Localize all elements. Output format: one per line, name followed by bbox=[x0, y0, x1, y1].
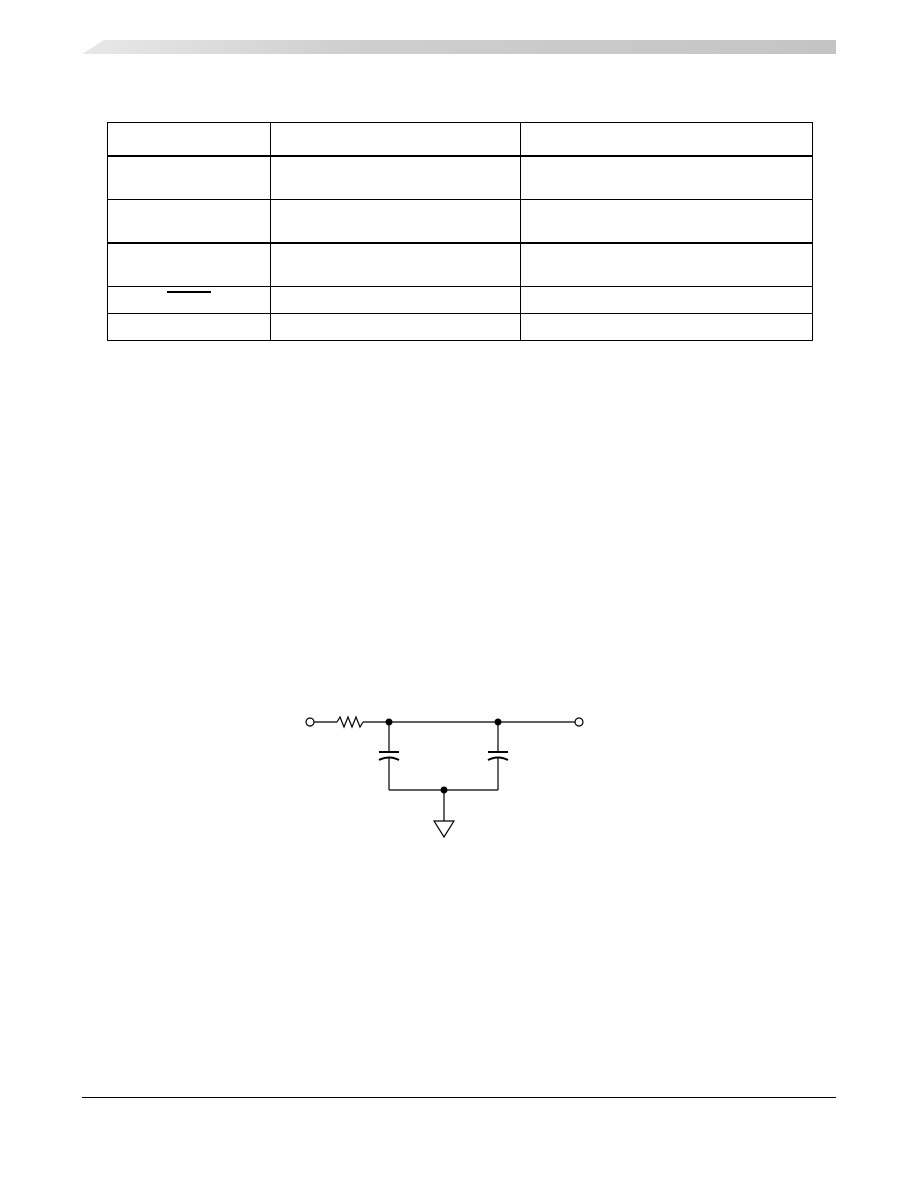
capacitor-icon bbox=[488, 722, 508, 790]
table-cell bbox=[521, 287, 813, 314]
table-row bbox=[108, 200, 813, 244]
table-cell bbox=[108, 156, 271, 200]
junction-dot bbox=[386, 719, 393, 726]
table-cell bbox=[271, 287, 521, 314]
table-cell bbox=[108, 200, 271, 244]
resistor-icon bbox=[337, 717, 363, 727]
input-terminal-icon bbox=[306, 718, 314, 726]
active-low-overbar bbox=[167, 291, 211, 293]
table-header-cell bbox=[108, 123, 271, 157]
table-row bbox=[108, 243, 813, 287]
table-cell bbox=[271, 156, 521, 200]
table-row bbox=[108, 287, 813, 314]
table-header-cell bbox=[521, 123, 813, 157]
table-row bbox=[108, 314, 813, 341]
capacitor-icon bbox=[379, 722, 399, 790]
signal-table-grid bbox=[107, 122, 813, 341]
table-header-cell bbox=[271, 123, 521, 157]
signal-table bbox=[107, 122, 809, 341]
output-terminal-icon bbox=[575, 718, 583, 726]
table-cell bbox=[108, 314, 271, 341]
table-cell bbox=[271, 200, 521, 244]
ground-icon bbox=[434, 821, 454, 837]
table-cell bbox=[521, 243, 813, 287]
table-row bbox=[108, 156, 813, 200]
table-cell bbox=[271, 243, 521, 287]
table-cell bbox=[521, 314, 813, 341]
table-cell bbox=[521, 200, 813, 244]
table-cell bbox=[108, 287, 271, 314]
table-cell bbox=[271, 314, 521, 341]
junction-dot bbox=[495, 719, 502, 726]
filter-schematic bbox=[300, 708, 590, 840]
table-cell bbox=[108, 243, 271, 287]
table-cell bbox=[521, 156, 813, 200]
table-header-row bbox=[108, 123, 813, 157]
header-bar bbox=[0, 0, 918, 60]
footer-rule bbox=[82, 1097, 836, 1098]
junction-dot bbox=[441, 787, 448, 794]
